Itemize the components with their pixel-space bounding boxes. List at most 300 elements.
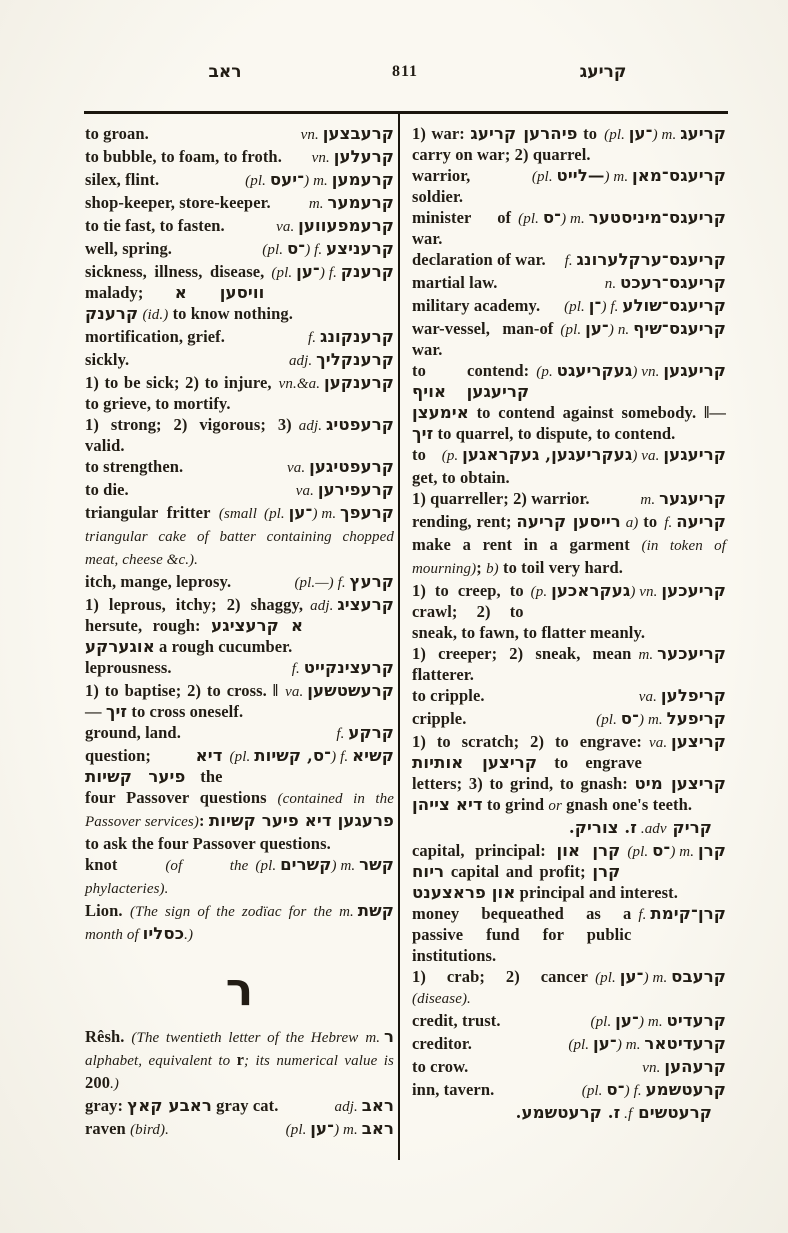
entry-hebrew-segment: ‏—לייט bbox=[556, 166, 605, 185]
entry-text-segment: to bubble, to foam, to froth. bbox=[85, 147, 282, 166]
dictionary-entry bbox=[85, 900, 394, 946]
entry-hebrew-segment: קרעפטיגען bbox=[309, 457, 394, 476]
entry-headword-cluster bbox=[305, 146, 394, 169]
entry-text-segment: to groan. bbox=[85, 124, 149, 143]
entry-text-segment: declaration of war. bbox=[412, 250, 546, 269]
entry-hebrew-segment: קרעטשמע bbox=[645, 1080, 726, 1099]
entry-headword-cluster bbox=[248, 854, 394, 877]
dictionary-entry bbox=[412, 123, 726, 165]
entry-italic-segment: ; its numerical value is bbox=[244, 1053, 394, 1069]
dictionary-entry bbox=[85, 146, 394, 169]
entry-text-segment: question; bbox=[85, 746, 196, 765]
entry-headword-cluster bbox=[589, 708, 726, 731]
entry-italic-segment: a) bbox=[625, 515, 639, 531]
dictionary-entry bbox=[85, 854, 394, 900]
dictionary-entry bbox=[85, 594, 394, 657]
entry-hebrew-segment: זיך bbox=[412, 424, 434, 443]
entry-text-segment: silex, flint. bbox=[85, 170, 160, 189]
dictionary-entry bbox=[85, 349, 394, 372]
entry-headword-cluster bbox=[553, 318, 726, 341]
entry-italic-segment: ) n. bbox=[608, 322, 634, 338]
entry-hebrew-segment: ־ן bbox=[588, 296, 602, 315]
entry-italic-segment: (disease). bbox=[412, 991, 471, 1007]
entry-italic-segment: n. bbox=[604, 276, 621, 292]
entry-italic-segment: m. bbox=[638, 647, 658, 663]
entry-hebrew-segment: ־ען bbox=[628, 124, 653, 143]
entry-italic-segment: ) m. bbox=[616, 1037, 645, 1053]
entry-hebrew-segment: קרעמפעווען bbox=[298, 216, 394, 235]
entry-headword-cluster bbox=[255, 238, 394, 261]
dictionary-entry bbox=[412, 272, 726, 295]
entry-hebrew-segment: ־ען bbox=[288, 503, 313, 522]
entry-text-segment: to ask the four Passover questions. bbox=[85, 834, 331, 853]
entry-italic-segment: adj. bbox=[298, 418, 326, 434]
entry-italic-segment: (pl. bbox=[568, 1037, 594, 1053]
entry-hebrew-segment: קריעכער bbox=[657, 644, 726, 663]
entry-italic-segment: ) m. bbox=[639, 712, 667, 728]
entry-headword-cluster bbox=[272, 372, 394, 395]
entry-italic-segment: (pl. bbox=[229, 749, 255, 765]
entry-hebrew-segment: ר bbox=[383, 1027, 394, 1046]
entry-hebrew-segment: קרן bbox=[697, 841, 726, 860]
dictionary-entry bbox=[412, 685, 726, 708]
entry-italic-segment: ) m. bbox=[604, 169, 633, 185]
entry-headword-cluster bbox=[657, 511, 726, 534]
entry-hebrew-segment: קשיא bbox=[352, 746, 394, 765]
entry-italic-segment: (pl. bbox=[285, 1122, 311, 1138]
entry-italic-segment: (p. bbox=[441, 448, 463, 464]
entry-italic-segment: ) m. bbox=[334, 1122, 362, 1138]
entry-text-segment: gray cat. bbox=[211, 1096, 279, 1115]
entry-headword-cluster bbox=[279, 1118, 394, 1141]
dictionary-entry bbox=[412, 1010, 726, 1033]
dictionary-entry bbox=[412, 511, 726, 580]
entry-hebrew-segment: קריצען מיט דיא צייהן bbox=[412, 774, 726, 814]
dictionary-entry bbox=[412, 903, 726, 966]
entry-hebrew-segment: קרן־קימת bbox=[650, 904, 726, 923]
entry-italic-segment: (pl. bbox=[560, 322, 586, 338]
entry-italic-segment: f. bbox=[620, 1106, 633, 1122]
entry-text-segment: triangular fritter bbox=[85, 503, 219, 522]
entry-italic-segment: (pl. bbox=[604, 127, 629, 143]
entry-hebrew-segment: געקריעגען, געקראגען bbox=[462, 445, 633, 464]
entry-hebrew-segment: קרעמען bbox=[331, 170, 394, 189]
entry-italic-segment: .) bbox=[184, 927, 194, 943]
entry-italic-segment: (pl. bbox=[518, 211, 543, 227]
entry-hebrew-segment: ־ען bbox=[296, 262, 320, 281]
entry-italic-segment: (pl. bbox=[596, 712, 621, 728]
guide-word-right: קריעג bbox=[579, 62, 627, 82]
entry-headword-cluster bbox=[511, 207, 726, 230]
dictionary-entry bbox=[412, 580, 726, 643]
entry-hebrew-segment: קרעדיטאר bbox=[644, 1034, 726, 1053]
entry-headword-cluster bbox=[635, 1056, 726, 1079]
entry-italic-segment: m. bbox=[308, 196, 328, 212]
entry-hebrew-segment: געקראכען bbox=[551, 581, 631, 600]
entry-hebrew-segment: כסליו bbox=[142, 924, 185, 943]
entry-hebrew-segment: קרעלען bbox=[333, 147, 394, 166]
entry-headword-cluster bbox=[292, 414, 394, 437]
dictionary-entry bbox=[85, 571, 394, 594]
entry-headword-cluster bbox=[285, 657, 394, 680]
dictionary-entry bbox=[412, 966, 726, 1010]
entry-italic-segment: ) m. bbox=[638, 1014, 667, 1030]
dictionary-entry bbox=[85, 722, 394, 745]
entry-italic-segment: (p. bbox=[530, 584, 552, 600]
entry-headword-cluster bbox=[588, 966, 726, 989]
entry-italic-segment: (in token of mourning) bbox=[412, 538, 727, 577]
entry-hebrew-segment: קריעגס־ערקלערונג bbox=[576, 250, 726, 269]
entry-italic-segment: vn.&a. bbox=[278, 376, 324, 392]
entry-hebrew-segment: קריעגען bbox=[663, 445, 726, 464]
entry-hebrew-segment: ־ס bbox=[286, 239, 306, 258]
entry-italic-segment: adj. bbox=[334, 1099, 362, 1115]
entry-text-segment: 1) quarreller; 2) warrior. bbox=[412, 489, 590, 508]
entry-text-segment: to contend against somebody. ‖— bbox=[468, 403, 726, 422]
entry-headword-cluster bbox=[598, 272, 726, 295]
entry-italic-segment: ) f. bbox=[624, 1083, 646, 1099]
entry-headword-cluster bbox=[632, 685, 726, 708]
dictionary-entry bbox=[85, 456, 394, 479]
entry-text-segment: to cross oneself. bbox=[127, 702, 244, 721]
entry-text-segment: 1) crab; 2) cancer bbox=[412, 967, 589, 986]
entry-italic-segment: ) va. bbox=[632, 448, 664, 464]
entry-italic-segment: ) m. bbox=[331, 858, 360, 874]
entry-hebrew-segment: קריפעל bbox=[666, 709, 726, 728]
entry-headword-cluster bbox=[238, 169, 394, 192]
entry-hebrew-segment: קרענקליך bbox=[316, 350, 394, 369]
entry-italic-segment: f. bbox=[564, 253, 577, 269]
entry-hebrew-segment: קריעכען bbox=[661, 581, 726, 600]
entry-text-segment: leprousness. bbox=[85, 658, 172, 677]
entry-hebrew-segment: זיך bbox=[105, 702, 128, 721]
dictionary-entry bbox=[412, 1079, 726, 1102]
entry-headword-cluster bbox=[358, 1026, 394, 1049]
entry-text-segment: the four Passover questions bbox=[85, 767, 278, 807]
entry-hebrew-segment: ־ען bbox=[310, 1119, 335, 1138]
entry-text-segment: gray: bbox=[85, 1096, 128, 1115]
entry-headword-cluster bbox=[525, 165, 726, 188]
entry-hebrew-segment: קריעה bbox=[676, 512, 726, 531]
entry-italic-segment: (pl. bbox=[263, 506, 289, 522]
entry-italic-segment: ) vn. bbox=[630, 584, 662, 600]
entry-hebrew-segment: קריצען bbox=[671, 732, 726, 751]
entry-italic-segment: (small triangular cake of batter containing chopped meat, cheese &c.). bbox=[85, 506, 394, 568]
entry-italic-segment: va. bbox=[295, 483, 318, 499]
entry-text-segment: 1) to be sick; 2) to injure, to grieve, to mortify. bbox=[85, 373, 272, 413]
entry-hebrew-segment: געקריעגט bbox=[556, 361, 633, 380]
entry-hebrew-segment: קרעשטשען bbox=[307, 681, 394, 700]
entry-headword-cluster bbox=[303, 594, 394, 617]
dictionary-entry bbox=[85, 1118, 394, 1141]
entry-headword-cluster bbox=[561, 1033, 726, 1056]
entry-text-segment: cripple. bbox=[412, 709, 467, 728]
entry-italic-segment: f. bbox=[664, 515, 677, 531]
entry-text-segment: Lion. bbox=[85, 901, 131, 920]
entry-text-segment: r bbox=[236, 1050, 245, 1069]
dictionary-entry bbox=[85, 502, 394, 571]
entry-headword-cluster bbox=[302, 192, 394, 215]
entry-headword-cluster bbox=[524, 580, 726, 603]
dictionary-entry bbox=[412, 249, 726, 272]
section-letter-divider: ר bbox=[225, 962, 254, 1016]
entry-italic-segment: m. bbox=[339, 904, 358, 920]
entry-headword-cluster bbox=[282, 349, 394, 372]
entry-italic-segment: va. bbox=[287, 460, 310, 476]
dictionary-entry bbox=[412, 444, 726, 488]
dictionary-entry bbox=[85, 680, 394, 722]
dictionary-entry bbox=[412, 708, 726, 731]
entry-text-segment: to tie fast, to fasten. bbox=[85, 216, 225, 235]
entry-italic-segment: ) m. bbox=[652, 127, 681, 143]
dictionary-entry bbox=[85, 745, 394, 854]
entry-hebrew-segment: פיהרען קריעג bbox=[470, 124, 578, 143]
entry-hebrew-segment: ־ען bbox=[593, 1034, 617, 1053]
entry-headword-cluster bbox=[557, 295, 726, 318]
dictionary-entry bbox=[85, 326, 394, 349]
entry-text-segment: 1) creeper; 2) sneak, mean flatterer. bbox=[412, 644, 632, 684]
dictionary-entry bbox=[85, 1095, 394, 1118]
entry-text-segment: minister of war. bbox=[412, 208, 512, 248]
entry-text-segment: rending, rent; bbox=[412, 512, 517, 531]
entry-headword-cluster bbox=[631, 643, 726, 666]
entry-italic-segment: adj. bbox=[310, 598, 338, 614]
entry-text-segment: to carry on war; 2) quarrel. bbox=[412, 124, 598, 164]
entry-italic-segment: ) m. bbox=[312, 506, 341, 522]
entry-headword-cluster bbox=[329, 722, 394, 745]
entry-italic-segment: ) f. bbox=[319, 265, 341, 281]
entry-hebrew-segment: קריעגען bbox=[663, 361, 726, 380]
entry-italic-segment: (p. bbox=[536, 364, 557, 380]
entry-headword-cluster bbox=[280, 456, 394, 479]
entry-italic-segment: (contained in the Passover services) bbox=[85, 791, 394, 830]
entry-text-segment: credit, trust. bbox=[412, 1011, 501, 1030]
entry-text-segment: to make a rent in a garment bbox=[412, 512, 658, 554]
right-column bbox=[412, 123, 726, 1125]
entry-headword-cluster bbox=[278, 680, 394, 703]
entry-text-segment: 200 bbox=[85, 1073, 111, 1092]
entry-italic-segment: (pl.—) f. bbox=[294, 575, 350, 591]
entry-hebrew-segment: ־ען bbox=[615, 1011, 639, 1030]
dictionary-entry bbox=[85, 215, 394, 238]
entry-hebrew-segment: קשר bbox=[359, 855, 394, 874]
entry-hebrew-segment: קרקע bbox=[348, 723, 394, 742]
entry-hebrew-segment: ־ס bbox=[652, 841, 671, 860]
entry-italic-segment: f. bbox=[336, 726, 349, 742]
entry-text-segment: 1) leprous, itchy; 2) shaggy, hersute, rough: bbox=[85, 595, 304, 635]
entry-text-segment: Rêsh. bbox=[85, 1027, 132, 1046]
entry-italic-segment: va. bbox=[276, 219, 299, 235]
entry-italic-segment: vn. bbox=[300, 127, 323, 143]
entry-text-segment: to cripple. bbox=[412, 686, 485, 705]
dictionary-entry bbox=[412, 318, 726, 360]
dictionary-entry bbox=[85, 414, 394, 456]
dictionary-entry bbox=[85, 261, 394, 326]
entry-text-segment: war-vessel, man-of war. bbox=[412, 319, 554, 359]
entry-hebrew-segment: ־ס bbox=[542, 208, 562, 227]
entry-headword-cluster bbox=[257, 502, 394, 525]
entry-italic-segment: (pl. bbox=[262, 242, 287, 258]
entry-text-segment: to die. bbox=[85, 480, 129, 499]
dictionary-entry bbox=[85, 238, 394, 261]
entry-italic-segment: b) bbox=[486, 561, 499, 577]
entry-hebrew-segment: קריעגער bbox=[659, 489, 726, 508]
entry-hebrew-segment: קרעניצע bbox=[326, 239, 394, 258]
entry-italic-segment: adj. bbox=[288, 353, 317, 369]
entry-hebrew-segment: קרעבס bbox=[671, 967, 726, 986]
cross-reference-entry bbox=[412, 817, 726, 840]
entry-headword-cluster bbox=[332, 900, 394, 923]
entry-hebrew-segment: קרעציג bbox=[337, 595, 394, 614]
column-divider-rule bbox=[398, 114, 400, 1160]
entry-italic-segment: va. bbox=[638, 689, 661, 705]
entry-italic-segment: (pl. bbox=[581, 1083, 607, 1099]
entry-italic-segment: (id.) bbox=[142, 307, 169, 323]
dictionary-entry bbox=[412, 1056, 726, 1079]
cross-reference-line bbox=[516, 1103, 712, 1122]
entry-text-segment: military academy. bbox=[412, 296, 541, 315]
entry-italic-segment: (of the phylacteries). bbox=[85, 858, 249, 897]
entry-italic-segment: m. bbox=[640, 492, 660, 508]
entry-hebrew-segment: ז. קרעטשמע. bbox=[515, 1103, 621, 1122]
entry-text-segment: to crow. bbox=[412, 1057, 469, 1076]
entry-hebrew-segment: א קרעציגע אוגערקע bbox=[85, 616, 304, 656]
entry-text-segment: warrior, soldier. bbox=[412, 166, 471, 206]
entry-text-segment: shop-keeper, store-keeper. bbox=[85, 193, 271, 212]
entry-hebrew-segment: ־יעס bbox=[269, 170, 305, 189]
entry-hebrew-segment: קריעגס־רעכט bbox=[620, 273, 726, 292]
dictionary-entry bbox=[412, 295, 726, 318]
dictionary-entry bbox=[85, 657, 394, 680]
entry-hebrew-segment: קרעטשים bbox=[632, 1103, 712, 1122]
entry-hebrew-segment: וויסען א קרענק bbox=[85, 283, 265, 323]
entry-italic-segment: m. bbox=[365, 1030, 384, 1046]
entry-italic-segment: .) bbox=[110, 1076, 120, 1092]
entry-hebrew-segment: ־ען bbox=[619, 967, 644, 986]
entry-italic-segment: ) f. bbox=[305, 242, 327, 258]
entry-hebrew-segment: ־ס bbox=[620, 709, 640, 728]
dictionary-entry bbox=[412, 488, 726, 511]
entry-hebrew-segment: קרעפירען bbox=[317, 480, 394, 499]
entry-hebrew-segment: קרעצינקייט bbox=[303, 658, 394, 677]
entry-hebrew-segment: קרעפך bbox=[340, 503, 394, 522]
entry-text-segment: gnash one's teeth. bbox=[561, 795, 693, 814]
entry-hebrew-segment: קרעדיט bbox=[666, 1011, 726, 1030]
entry-hebrew-segment: ראבע קאץ bbox=[127, 1096, 212, 1115]
entry-italic-segment: ) m. bbox=[643, 970, 672, 986]
entry-headword-cluster bbox=[631, 903, 726, 926]
dictionary-entry bbox=[412, 165, 726, 207]
entry-text-segment: to strengthen. bbox=[85, 457, 184, 476]
entry-text-segment: mortification, grief. bbox=[85, 327, 226, 346]
entry-headword-cluster bbox=[558, 249, 726, 272]
entry-text-segment: capital, principal: bbox=[412, 841, 557, 860]
entry-headword-cluster bbox=[264, 261, 394, 284]
cross-reference-entry bbox=[412, 1102, 726, 1125]
entry-text-segment: inn, tavern. bbox=[412, 1080, 495, 1099]
entry-hebrew-segment: קריעגס־מיניסטער bbox=[588, 208, 726, 227]
entry-text-segment: martial law. bbox=[412, 273, 498, 292]
entry-text-segment: well, spring. bbox=[85, 239, 173, 258]
page-number: 811 bbox=[391, 63, 419, 80]
entry-headword-cluster bbox=[287, 571, 394, 594]
entry-headword-cluster bbox=[294, 123, 394, 146]
entry-italic-segment: (pl. bbox=[245, 173, 270, 189]
dictionary-entry bbox=[85, 169, 394, 192]
entry-headword-cluster bbox=[328, 1095, 394, 1118]
entry-headword-cluster bbox=[642, 731, 726, 754]
dictionary-entry bbox=[412, 731, 726, 817]
entry-italic-segment: (pl. bbox=[255, 858, 281, 874]
entry-hebrew-segment: קשת bbox=[357, 901, 394, 920]
entry-hebrew-segment: קריעגס־מאן bbox=[632, 166, 726, 185]
entry-italic-segment: (pl. bbox=[564, 299, 589, 315]
entry-text-segment: 1) to scratch; 2) to engrave: bbox=[412, 732, 642, 751]
entry-hebrew-segment: קרעץ bbox=[349, 572, 394, 591]
dictionary-entry bbox=[85, 372, 394, 414]
entry-hebrew-segment: קריק bbox=[666, 818, 712, 837]
entry-headword-cluster bbox=[269, 215, 394, 238]
entry-headword-cluster bbox=[289, 479, 394, 502]
entry-headword-cluster bbox=[529, 360, 726, 383]
left-column bbox=[85, 123, 394, 1141]
entry-italic-segment: (pl. bbox=[531, 169, 557, 185]
entry-hebrew-segment: קרן און פראצענט bbox=[412, 862, 621, 902]
cross-reference-line bbox=[569, 818, 712, 837]
entry-hebrew-segment: קרעהען bbox=[664, 1057, 726, 1076]
entry-hebrew-segment: קרעפטיג bbox=[325, 415, 394, 434]
dictionary-entry bbox=[85, 123, 394, 146]
entry-italic-segment: (pl. bbox=[595, 970, 620, 986]
entry-text-segment: to quarrel, to dispute, to contend. bbox=[433, 424, 676, 443]
entry-text-segment: ; bbox=[476, 558, 487, 577]
entry-text-segment: principal and interest. bbox=[515, 883, 678, 902]
entry-hebrew-segment: ז. צוריק. bbox=[568, 818, 637, 837]
entry-hebrew-segment: קריעג bbox=[680, 124, 726, 143]
entry-headword-cluster bbox=[633, 488, 726, 511]
entry-text-segment: creditor. bbox=[412, 1034, 473, 1053]
entry-text-segment: money bequeathed as a passive fund for public institutions. bbox=[412, 904, 632, 965]
entry-italic-segment: vn. bbox=[642, 1060, 665, 1076]
entry-italic-segment: ) m. bbox=[304, 173, 332, 189]
entry-hebrew-segment: רייסען קריעה bbox=[516, 512, 621, 531]
entry-hebrew-segment: ־ס, קשיות bbox=[254, 746, 332, 765]
entry-text-segment: raven bbox=[85, 1119, 131, 1138]
entry-headword-cluster bbox=[575, 1079, 726, 1102]
entry-hebrew-segment: פרעגען דיא פיער קשיות bbox=[208, 811, 394, 830]
entry-headword-cluster bbox=[583, 1010, 726, 1033]
entry-headword-cluster bbox=[301, 326, 394, 349]
entry-text-segment: to grind bbox=[482, 795, 549, 814]
entry-italic-segment: (pl. bbox=[627, 844, 653, 860]
entry-italic-segment: ) f. bbox=[601, 299, 623, 315]
entry-italic-segment: f. bbox=[308, 330, 320, 346]
entry-hebrew-segment: קריצען אותיות bbox=[412, 753, 538, 772]
entry-text-segment: a rough cucumber. bbox=[154, 637, 293, 656]
entry-italic-segment: va. bbox=[648, 735, 672, 751]
entry-text-segment: : bbox=[198, 811, 209, 830]
entry-italic-segment: (bird). bbox=[130, 1122, 169, 1138]
entry-hebrew-segment: קריעגען אויף אימעצן bbox=[412, 382, 530, 422]
entry-text-segment: sickness, illness, disease, malady; bbox=[85, 262, 265, 302]
header-rule bbox=[84, 111, 728, 114]
dictionary-entry bbox=[412, 360, 726, 444]
entry-hebrew-segment: קרעבצען bbox=[322, 124, 394, 143]
entry-text-segment: itch, mange, leprosy. bbox=[85, 572, 232, 591]
dictionary-entry bbox=[412, 1033, 726, 1056]
entry-italic-segment: (pl. bbox=[271, 265, 297, 281]
entry-text-segment: capital and profit; bbox=[444, 862, 593, 881]
